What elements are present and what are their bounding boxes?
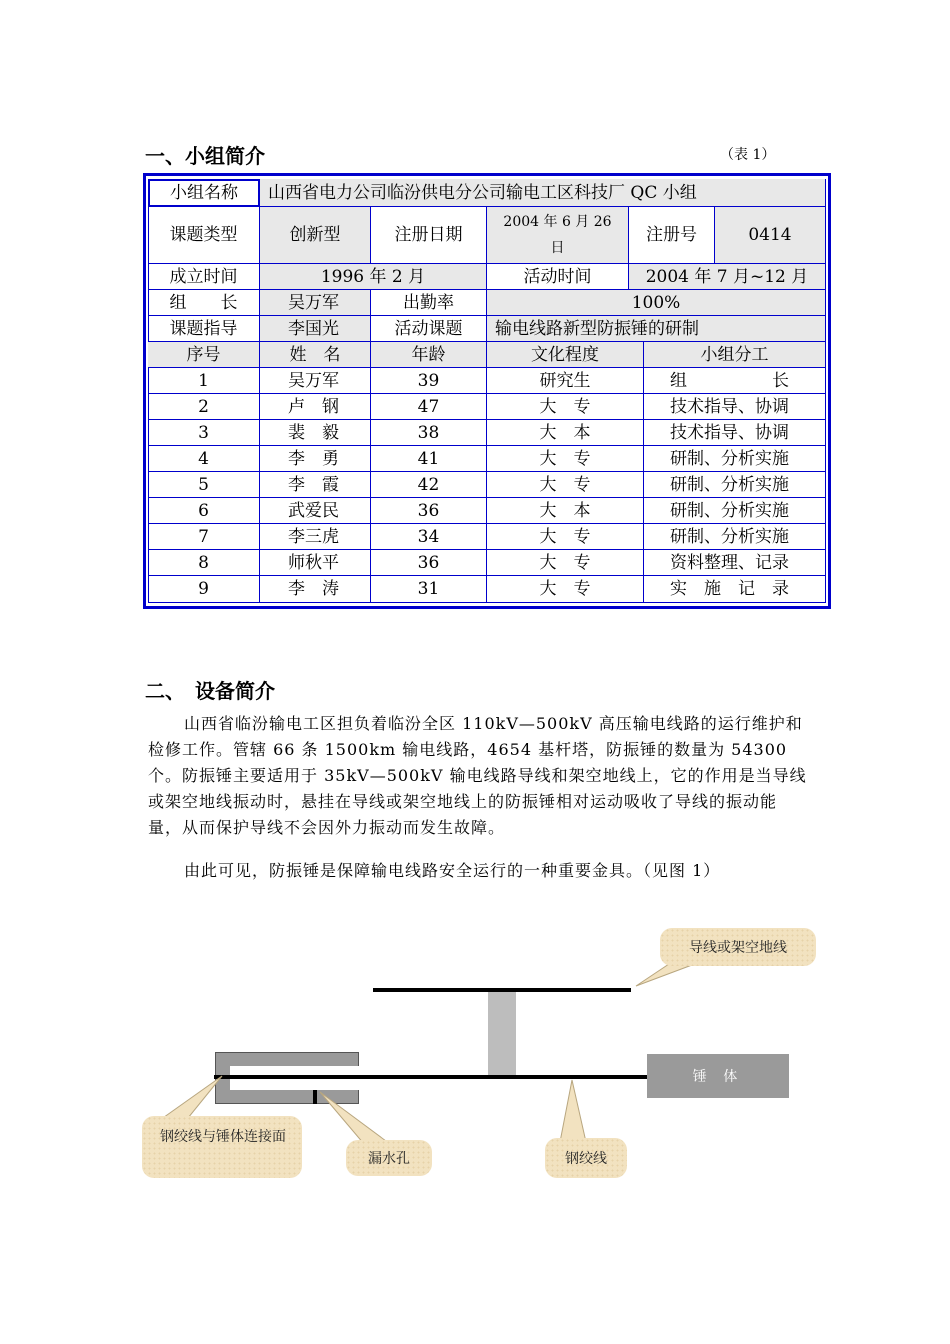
advisor-label: 课题指导	[148, 316, 260, 342]
attendance-value: 100%	[487, 290, 826, 316]
member-no-cell: 4	[148, 446, 260, 472]
callout-conductor: 导线或架空地线	[660, 928, 816, 966]
members-header-education: 文化程度	[487, 342, 644, 368]
member-no-cell: 8	[148, 550, 260, 576]
member-name-cell: 师秋平	[260, 550, 371, 576]
founded-label: 成立时间	[148, 264, 260, 290]
member-role-cell: 实 施 记 录	[644, 576, 826, 603]
member-no-cell: 2	[148, 394, 260, 420]
member-edu-cell: 大 专	[487, 472, 644, 498]
member-name-cell: 裴 毅	[260, 420, 371, 446]
member-age-cell: 36	[371, 550, 487, 576]
leader-value: 吴万军	[260, 290, 371, 316]
advisor-value: 李国光	[260, 316, 371, 342]
member-edu-cell: 大 专	[487, 394, 644, 420]
member-age-cell: 47	[371, 394, 487, 420]
member-no-cell: 7	[148, 524, 260, 550]
member-age-cell: 39	[371, 368, 487, 394]
pointer-connection	[160, 1076, 222, 1120]
member-age-cell: 36	[371, 498, 487, 524]
member-edu-cell: 大 专	[487, 550, 644, 576]
member-role-cell: 研制、分析实施	[644, 498, 826, 524]
right-hammer-body: 锤 体	[647, 1054, 789, 1098]
member-role-cell: 研制、分析实施	[644, 446, 826, 472]
group-name-label: 小组名称	[148, 179, 260, 207]
member-age-cell: 31	[371, 576, 487, 603]
attendance-label: 出勤率	[371, 290, 487, 316]
member-age-cell: 34	[371, 524, 487, 550]
member-role-cell: 技术指导、协调	[644, 420, 826, 446]
member-name-cell: 李三虎	[260, 524, 371, 550]
activity-time-label: 活动时间	[487, 264, 629, 290]
member-edu-cell: 大 本	[487, 420, 644, 446]
reg-date-value: 2004 年 6 月 26 日	[487, 207, 629, 264]
members-header-role: 小组分工	[644, 342, 826, 368]
section1-title: 一、小组简介	[145, 144, 265, 168]
member-role-cell: 研制、分析实施	[644, 524, 826, 550]
member-role-cell: 组 长	[644, 368, 826, 394]
member-age-cell: 42	[371, 472, 487, 498]
section2-title: 二、 设备简介	[145, 679, 275, 703]
member-name-cell: 卢 钢	[260, 394, 371, 420]
member-no-cell: 1	[148, 368, 260, 394]
member-no-cell: 9	[148, 576, 260, 603]
member-name-cell: 武爱民	[260, 498, 371, 524]
member-edu-cell: 大 专	[487, 446, 644, 472]
section2-paragraph-2: 由此可见，防振锤是保障输电线路安全运行的一种重要金具。（见图 1）	[184, 861, 721, 880]
topic-type-value: 创新型	[260, 207, 371, 264]
member-edu-cell: 研究生	[487, 368, 644, 394]
member-no-cell: 3	[148, 420, 260, 446]
member-role-cell: 研制、分析实施	[644, 472, 826, 498]
member-age-cell: 38	[371, 420, 487, 446]
pointer-drain-hole	[320, 1092, 390, 1144]
member-age-cell: 41	[371, 446, 487, 472]
topic-value: 输电线路新型防振锤的研制	[487, 316, 826, 342]
reg-date-label: 注册日期	[371, 207, 487, 264]
member-role-cell: 资料整理、记录	[644, 550, 826, 576]
topic-label: 活动课题	[371, 316, 487, 342]
leader-label: 组 长	[148, 290, 260, 316]
members-header-no: 序号	[148, 342, 260, 368]
table-note: （表 1）	[720, 147, 776, 163]
callout-drain-hole: 漏水孔	[346, 1140, 432, 1176]
member-edu-cell: 大 专	[487, 524, 644, 550]
member-no-cell: 5	[148, 472, 260, 498]
topic-type-label: 课题类型	[148, 207, 260, 264]
member-name-cell: 李 涛	[260, 576, 371, 603]
activity-time-value: 2004 年 7 月~12 月	[629, 264, 826, 290]
member-no-cell: 6	[148, 498, 260, 524]
members-header-age: 年龄	[371, 342, 487, 368]
reg-no-value: 0414	[715, 207, 826, 264]
member-edu-cell: 大 本	[487, 498, 644, 524]
member-edu-cell: 大 专	[487, 576, 644, 603]
member-name-cell: 李 霞	[260, 472, 371, 498]
founded-value: 1996 年 2 月	[260, 264, 487, 290]
member-name-cell: 李 勇	[260, 446, 371, 472]
section2-paragraph-1: 山西省临汾输电工区担负着临汾全区 110kV—500kV 高压输电线路的运行维护和检修工作。管辖 66 条 1500km 输电线路，4654 基杆塔，防振锤的数量为 54300 个。防振锤主要适用于 35kV—500kV 输电线路导线和架空地线上，它的作用是当导线或架空地线振动时，悬挂在导线或架空地线上的防振锤相对运动吸收了导线的振动能量，从而保护导线不会因外力振动而发生故障。	[148, 714, 807, 837]
members-header-name: 姓 名	[260, 342, 371, 368]
callout-strand: 钢绞线	[545, 1138, 627, 1178]
callout-connection: 钢绞线与锤体连接面	[142, 1116, 302, 1178]
member-name-cell: 吴万军	[260, 368, 371, 394]
reg-no-label: 注册号	[629, 207, 715, 264]
member-role-cell: 技术指导、协调	[644, 394, 826, 420]
group-name-value: 山西省电力公司临汾供电分公司输电工区科技厂 QC 小组	[260, 179, 826, 207]
pointer-strand	[560, 1080, 586, 1142]
